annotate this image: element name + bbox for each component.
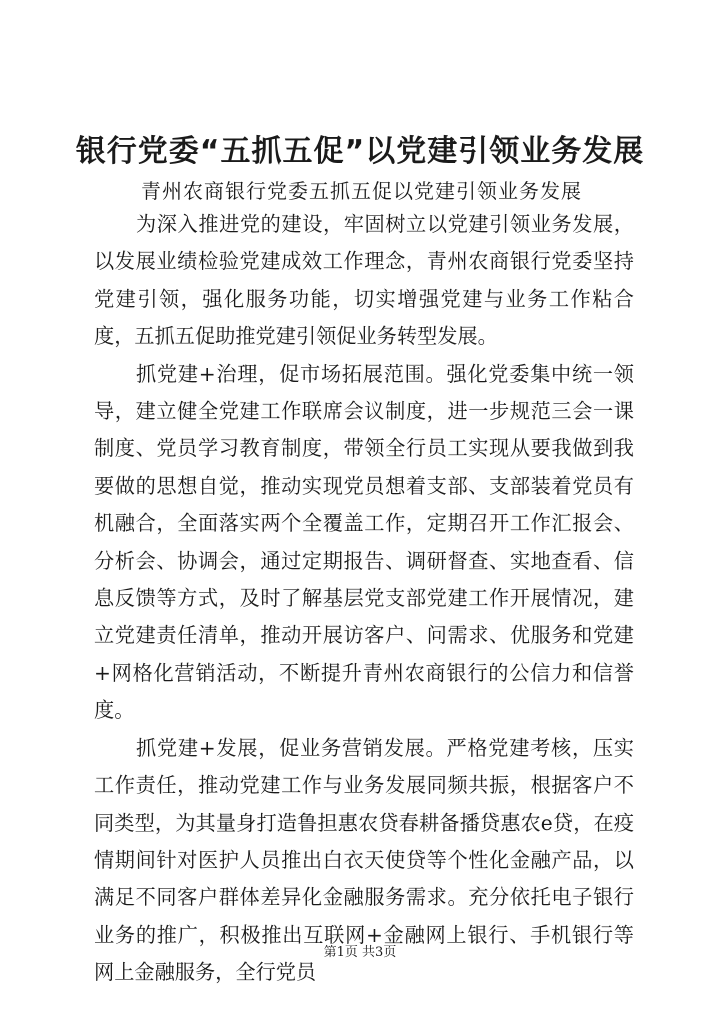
document-subtitle: 青州农商银行党委五抓五促以党建引领业务发展 (141, 179, 582, 203)
paragraph-development: 抓党建+发展，促业务营销发展。严格党建考核，压实工作责任，推动党建工作与业务发展同频共振，根据客户不同类型，为其量身打造鲁担惠农贷春耕备播贷惠农e贷，在疫情期间针对医护人员推出白衣天使贷等个性化金融产品，以满足不同客户群体差异化金融服务需求。充分依托电子银行业务的推广，积极推出互联网+金融网上银行、手机银行等网上金融服务，全行党员 (94, 735, 634, 985)
paragraph-intro: 为深入推进党的建设，牢固树立以党建引领业务发展，以发展业绩检验党建成效工作理念，青州农商银行党委坚持党建引领，强化服务功能，切实增强党建与业务工作粘合度，五抓五促助推党建引领促业务转型发展。 (94, 212, 634, 349)
document-body (94, 206, 634, 992)
page-footer: 第1页 共3页 (323, 945, 397, 960)
paragraph-governance: 抓党建+治理，促市场拓展范围。强化党委集中统一领导，建立健全党建工作联席会议制度，进一步规范三会一课制度、党员学习教育制度，带领全行员工实现从要我做到我要做的思想自觉，推动实现党员想着支部、支部装着党员有机融合，全面落实两个全覆盖工作，定期召开工作汇报会、分析会、协调会，通过定期报告、调研督查、实地查看、信息反馈等方式，及时了解基层党支部党建工作开展情况，建立党建责任清单，推动开展访客户、问需求、优服务和党建+网格化营销活动，不断提升青州农商银行的公信力和信誉度。 (94, 361, 634, 723)
document-title: 银行党委“五抓五促”以党建引领业务发展 (75, 134, 645, 169)
